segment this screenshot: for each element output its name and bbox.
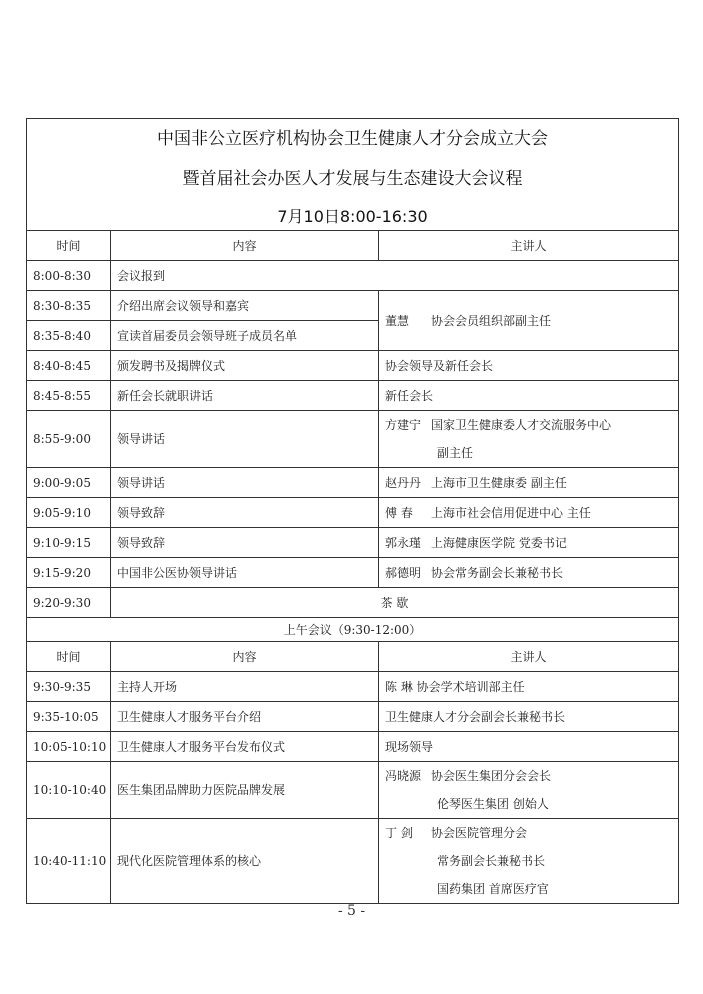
speaker-title: 协会会员组织部副主任 xyxy=(431,313,552,328)
content-cell: 领导讲话 xyxy=(111,468,379,498)
speaker-cell: 现场领导 xyxy=(379,732,679,762)
agenda-table xyxy=(26,118,679,904)
header-content: 内容 xyxy=(111,642,379,672)
speaker-cell: 新任会长 xyxy=(379,381,679,411)
speaker-cell xyxy=(379,819,679,904)
time-cell: 10:05-10:10 xyxy=(27,732,111,762)
speaker-cell xyxy=(379,411,679,468)
speaker-name: 傅 春 xyxy=(385,505,413,520)
content-cell: 领导致辞 xyxy=(111,498,379,528)
speaker-name: 冯晓源 xyxy=(385,769,422,783)
time-cell: 9:35-10:05 xyxy=(27,702,111,732)
time-cell: 10:10-10:40 xyxy=(27,762,111,819)
speaker-name: 方建宁 xyxy=(385,418,422,432)
table-row xyxy=(27,498,679,528)
table-row xyxy=(27,558,679,588)
table-row xyxy=(27,732,679,762)
table-row xyxy=(27,411,679,468)
speaker-name: 董慧 xyxy=(385,313,410,328)
content-cell: 颁发聘书及揭牌仪式 xyxy=(111,351,379,381)
speaker-cell: 协会领导及新任会长 xyxy=(379,351,679,381)
speaker-cell xyxy=(379,762,679,819)
break-cell: 茶 歇 xyxy=(111,588,679,618)
speaker-cell: 陈 琳 协会学术培训部主任 xyxy=(379,672,679,702)
table-row xyxy=(27,261,679,291)
content-cell: 宣读首届委员会领导班子成员名单 xyxy=(111,321,379,351)
speaker-name: 赵丹丹 xyxy=(385,475,422,490)
content-cell: 现代化医院管理体系的核心 xyxy=(111,819,379,904)
table-row xyxy=(27,381,679,411)
header-time: 时间 xyxy=(27,642,111,672)
content-cell: 中国非公医协领导讲话 xyxy=(111,558,379,588)
content-cell: 医生集团品牌助力医院品牌发展 xyxy=(111,762,379,819)
content-cell: 领导致辞 xyxy=(111,528,379,558)
time-cell: 8:30-8:35 xyxy=(27,291,111,321)
header-time: 时间 xyxy=(27,231,111,261)
time-cell: 9:30-9:35 xyxy=(27,672,111,702)
header-row xyxy=(27,231,679,261)
header-row xyxy=(27,642,679,672)
speaker-title: 上海市卫生健康委 副主任 xyxy=(431,475,567,490)
title-cell xyxy=(27,119,679,231)
speaker-cell xyxy=(379,498,679,528)
section-row xyxy=(27,618,679,642)
speaker-title: 上海市社会信用促进中心 主任 xyxy=(431,505,591,520)
speaker-title-cont: 副主任 xyxy=(437,446,474,460)
time-cell: 9:00-9:05 xyxy=(27,468,111,498)
table-row xyxy=(27,468,679,498)
speaker-cell: 卫生健康人才分会副会长兼秘书长 xyxy=(379,702,679,732)
content-cell: 会议报到 xyxy=(111,261,679,291)
speaker-title: 上海健康医学院 党委书记 xyxy=(431,535,567,550)
table-row xyxy=(27,672,679,702)
table-row xyxy=(27,819,679,904)
header-content: 内容 xyxy=(111,231,379,261)
speaker-name: 丁 剑 xyxy=(385,826,413,840)
content-cell: 卫生健康人才服务平台发布仪式 xyxy=(111,732,379,762)
speaker-cell xyxy=(379,468,679,498)
title-row xyxy=(27,119,679,231)
time-cell: 9:15-9:20 xyxy=(27,558,111,588)
speaker-cell xyxy=(379,291,679,351)
speaker-title-cont: 常务副会长兼秘书长 xyxy=(437,854,546,868)
speaker-title: 国家卫生健康委人才交流服务中心 xyxy=(431,418,612,432)
time-cell: 8:35-8:40 xyxy=(27,321,111,351)
speaker-title: 协会医生集团分会会长 xyxy=(431,769,552,783)
header-speaker: 主讲人 xyxy=(379,642,679,672)
title-line-1: 中国非公立医疗机构协会卫生健康人才分会成立大会 xyxy=(157,129,549,149)
speaker-title-cont: 国药集团 首席医疗官 xyxy=(437,882,549,896)
speaker-name: 郭永瑾 xyxy=(385,535,422,550)
header-speaker: 主讲人 xyxy=(379,231,679,261)
content-cell: 介绍出席会议领导和嘉宾 xyxy=(111,291,379,321)
time-cell: 8:40-8:45 xyxy=(27,351,111,381)
content-cell: 领导讲话 xyxy=(111,411,379,468)
content-cell: 主持人开场 xyxy=(111,672,379,702)
table-row xyxy=(27,351,679,381)
time-cell: 10:40-11:10 xyxy=(27,819,111,904)
table-row xyxy=(27,588,679,618)
speaker-title: 协会常务副会长兼秘书长 xyxy=(431,565,564,580)
table-row xyxy=(27,762,679,819)
content-cell: 卫生健康人才服务平台介绍 xyxy=(111,702,379,732)
title-date: 7月10日8:00-16:30 xyxy=(277,207,428,226)
time-cell: 8:45-8:55 xyxy=(27,381,111,411)
time-cell: 9:10-9:15 xyxy=(27,528,111,558)
content-cell: 新任会长就职讲话 xyxy=(111,381,379,411)
speaker-cell xyxy=(379,528,679,558)
speaker-name: 郝德明 xyxy=(385,565,422,580)
section-label: 上午会议（9:30-12:00） xyxy=(27,618,679,642)
page-number: - 5 - xyxy=(337,903,366,919)
table-row xyxy=(27,528,679,558)
time-cell: 8:55-9:00 xyxy=(27,411,111,468)
title-line-2: 暨首届社会办医人才发展与生态建设大会议程 xyxy=(182,169,523,189)
table-row xyxy=(27,291,679,321)
time-cell: 9:20-9:30 xyxy=(27,588,111,618)
speaker-cell xyxy=(379,558,679,588)
speaker-title: 协会医院管理分会 xyxy=(431,826,528,840)
time-cell: 8:00-8:30 xyxy=(27,261,111,291)
speaker-title-cont: 伦琴医生集团 创始人 xyxy=(437,797,549,811)
table-row xyxy=(27,702,679,732)
time-cell: 9:05-9:10 xyxy=(27,498,111,528)
